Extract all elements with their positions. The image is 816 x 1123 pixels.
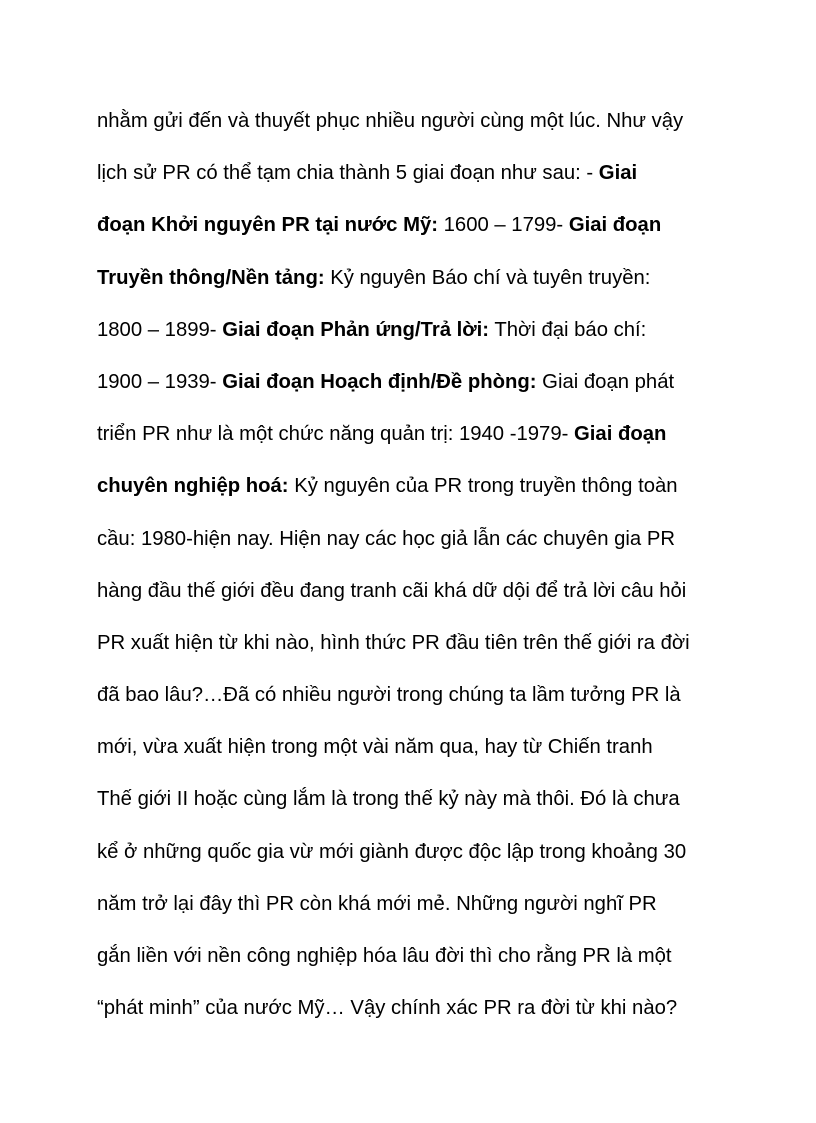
text-run: Giai đoạn phát (536, 370, 675, 393)
text-run: “phát minh” của nước Mỹ… Vậy chính xác PR ra đời từ khi nào? (97, 997, 678, 1020)
bold-text-run: Giai (598, 162, 638, 185)
text-line (97, 826, 737, 878)
text-line (97, 669, 737, 721)
bold-text-run: Giai đoạn Hoạch định/Đề phòng: (222, 370, 537, 393)
bold-text-run: Giai đoạn Phản ứng/Trả lời: (222, 318, 490, 341)
text-line (97, 721, 737, 773)
text-run: 1900 – 1939- (97, 370, 223, 393)
text-line (97, 199, 737, 251)
text-run: Kỷ nguyên của PR trong truyền thông toàn (288, 475, 678, 498)
text-line (97, 460, 737, 512)
text-line (97, 982, 737, 1034)
text-run: 1600 – 1799- (438, 214, 569, 237)
bold-text-run: Giai đoạn (574, 423, 667, 446)
bold-text-run: chuyên nghiệp hoá: (97, 475, 289, 498)
text-run: năm trở lại đây thì PR còn khá mới mẻ. Những người nghĩ PR (97, 892, 657, 915)
text-run: lịch sử PR có thể tạm chia thành 5 giai đoạn như sau: - (97, 162, 599, 185)
text-line (97, 95, 737, 147)
bold-text-run: Truyền thông/Nền tảng: (97, 266, 325, 289)
text-run: triển PR như là một chức năng quản trị: 1940 -1979- (97, 423, 574, 446)
text-line (97, 513, 737, 565)
text-line (97, 408, 737, 460)
text-run: 1800 – 1899- (97, 318, 223, 341)
text-line (97, 147, 737, 199)
text-run: hàng đầu thế giới đều đang tranh cãi khá dữ dội để trả lời câu hỏi (97, 579, 687, 602)
text-run: Kỷ nguyên Báo chí và tuyên truyền: (324, 266, 651, 289)
text-run: gắn liền với nền công nghiệp hóa lâu đời thì cho rằng PR là một (97, 945, 672, 967)
text-run: mới, vừa xuất hiện trong một vài năm qua, hay từ Chiến tranh (97, 736, 653, 759)
text-line (97, 930, 737, 982)
text-run: kể ở những quốc gia vừ mới giành được độc lập trong khoảng 30 (97, 840, 687, 863)
bold-text-run: Giai đoạn (568, 214, 662, 237)
text-line (97, 252, 737, 304)
text-line (97, 356, 737, 408)
body-text (97, 95, 737, 1034)
text-run: nhằm gửi đến và thuyết phục nhiều người cùng một lúc. Như vậy (97, 110, 684, 132)
text-line (97, 565, 737, 617)
bold-text-run: đoạn Khởi nguyên PR tại nước Mỹ: (97, 214, 438, 237)
text-line (97, 773, 737, 825)
text-line (97, 878, 737, 930)
text-run: cầu: 1980-hiện nay. Hiện nay các học giả lẫn các chuyên gia PR (97, 527, 675, 550)
text-run: Thời đại báo chí: (489, 318, 647, 341)
text-line (97, 304, 737, 356)
text-run: Thế giới II hoặc cùng lắm là trong thế kỷ này mà thôi. Đó là chưa (97, 788, 680, 811)
text-line (97, 617, 737, 669)
text-run: đã bao lâu?…Đã có nhiều người trong chúng ta lầm tưởng PR là (97, 684, 681, 707)
text-run: PR xuất hiện từ khi nào, hình thức PR đầu tiên trên thế giới ra đời (97, 631, 690, 654)
